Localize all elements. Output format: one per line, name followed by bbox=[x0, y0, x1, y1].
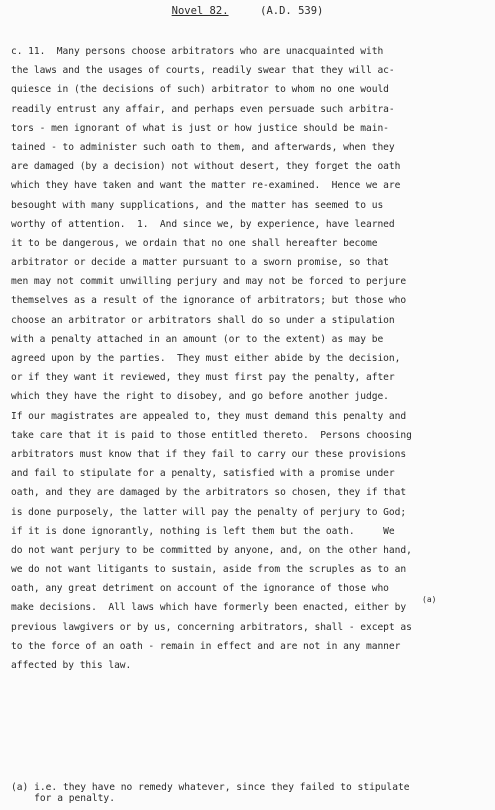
text-line: worthy of attention. 1. And since we, by experience, have learned bbox=[11, 218, 395, 230]
text-line: to the force of an oath - remain in effect and are not in any manner bbox=[11, 640, 401, 652]
text-line: besought with many supplications, and the matter has seemed to us bbox=[11, 199, 384, 211]
text-line: or if they want it reviewed, they must first pay the penalty, after bbox=[11, 372, 395, 384]
text-line: arbitrators must know that if they fail to carry our these provisions bbox=[11, 448, 407, 460]
footnote-line: for a penalty. bbox=[11, 793, 115, 804]
text-line: the laws and the usages of courts, readily swear that they will ac- bbox=[11, 65, 395, 77]
text-line: oath, any great detriment on account of the ignorance of those who bbox=[11, 583, 389, 595]
text-line: affected by this law. bbox=[11, 660, 132, 671]
novel-number: Novel 82. bbox=[171, 5, 229, 17]
text-line: with a penalty attached in an amount (or to the extent) as may be bbox=[11, 333, 384, 345]
text-line: make decisions. All laws which have formerly been enacted, either by bbox=[11, 602, 407, 614]
footnote-line: (a) i.e. they have no remedy whatever, since they failed to stipulate bbox=[11, 782, 410, 793]
novel-date: (A.D. 539) bbox=[260, 5, 324, 17]
text-line: arbitrator or decide a matter pursuant to a sworn promise, so that bbox=[11, 257, 389, 269]
text-line: quiesce in (the decisions of such) arbitrator to whom no one would bbox=[11, 84, 389, 96]
text-line: themselves as a result of the ignorance of arbitrators; but those who bbox=[11, 295, 407, 307]
text-line: which they have the right to disobey, and go before another judge. bbox=[11, 391, 389, 403]
text-line: choose an arbitrator or arbitrators shall do so under a stipulation bbox=[11, 314, 395, 326]
text-line: it to be dangerous, we ordain that no one shall hereafter become bbox=[11, 237, 378, 249]
text-line: tained - to administer such oath to them, and afterwards, when they bbox=[11, 141, 395, 153]
text-line: tors - men ignorant of what is just or how justice should be main- bbox=[11, 122, 389, 134]
text-line: which they have taken and want the matter re-examined. Hence we are bbox=[11, 180, 401, 192]
text-line: c. 11. Many persons choose arbitrators who are unacquainted with bbox=[11, 46, 384, 57]
text-line: do not want perjury to be committed by anyone, and, on the other hand, bbox=[11, 544, 412, 556]
text-line: men may not commit unwilling perjury and may not be forced to perjure bbox=[11, 276, 407, 288]
text-line: previous lawgivers or by us, concerning arbitrators, shall - except as bbox=[11, 621, 412, 633]
text-line: If our magistrates are appealed to, they must demand this penalty and bbox=[11, 410, 407, 422]
text-line: and fail to stipulate for a penalty, satisfied with a promise under bbox=[11, 468, 395, 480]
footnote-marker: (a) bbox=[422, 595, 437, 604]
text-line: if it is done ignorantly, nothing is left them but the oath. We bbox=[11, 525, 395, 537]
text-line: is done purposely, the latter will pay the penalty of perjury to God; bbox=[11, 506, 407, 518]
page-header bbox=[0, 4, 495, 18]
text-line: oath, and they are damaged by the arbitrators so chosen, they if that bbox=[11, 487, 407, 499]
text-line: agreed upon by the parties. They must either abide by the decision, bbox=[11, 353, 401, 364]
text-line: take care that it is paid to those entitled thereto. Persons choosing bbox=[11, 429, 412, 441]
text-line: are damaged (by a decision) not without desert, they forget the oath bbox=[11, 161, 401, 173]
text-line: we do not want litigants to sustain, aside from the scruples as to an bbox=[11, 564, 407, 576]
footnote bbox=[11, 782, 489, 804]
text-line: readily entrust any affair, and perhaps even persuade such arbitra- bbox=[11, 103, 395, 115]
body-text bbox=[11, 42, 489, 675]
